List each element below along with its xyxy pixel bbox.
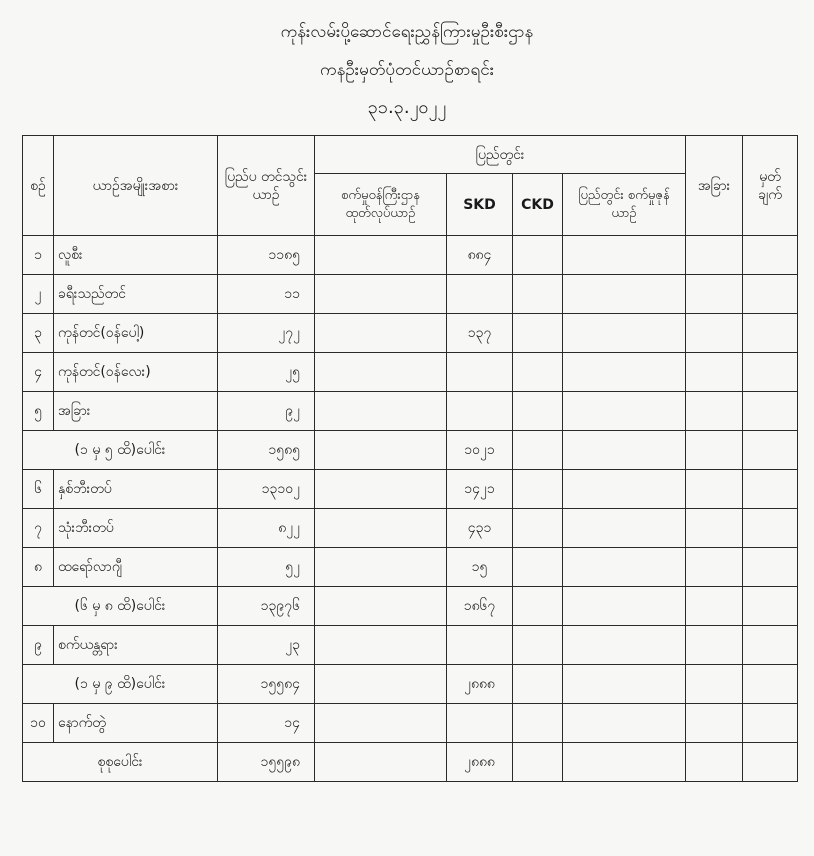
imported-count-cell: ၈၂၂ — [218, 509, 315, 548]
subtotal-label-cell: (၁ မှ ၅ ထိ)ပေါင်း — [23, 431, 218, 470]
remark-cell — [743, 314, 798, 353]
remark-cell — [743, 431, 798, 470]
factory-built-cell — [315, 275, 447, 314]
header-remark: မှတ် ချက် — [743, 136, 798, 236]
remark-cell — [743, 548, 798, 587]
skd-count-cell — [447, 704, 513, 743]
serial-no-cell: ၅ — [23, 392, 54, 431]
other-cell — [686, 626, 743, 665]
other-cell — [686, 743, 743, 782]
skd-count-cell: ၁၅ — [447, 548, 513, 587]
imported-count-cell: ၁၃၁၀၂ — [218, 470, 315, 509]
serial-no-cell: ၂ — [23, 275, 54, 314]
skd-count-cell — [447, 353, 513, 392]
factory-built-cell — [315, 509, 447, 548]
skd-count-cell: ၁၄၂၁ — [447, 470, 513, 509]
skd-count-cell: ၁၃၇ — [447, 314, 513, 353]
subtotal-label-cell: (၁ မှ ၉ ထိ)ပေါင်း — [23, 665, 218, 704]
table-body — [23, 236, 798, 782]
domestic-zone-cell — [563, 236, 686, 275]
other-cell — [686, 236, 743, 275]
ckd-cell — [513, 236, 563, 275]
header-ckd: CKD — [513, 174, 563, 236]
header-vehicle-type: ယာဉ်အမျိုးအစား — [54, 136, 218, 236]
document-header — [0, 20, 814, 134]
remark-cell — [743, 392, 798, 431]
header-factory-built: စက်မှုဝန်ကြီးဌာန ထုတ်လုပ်ယာဉ် — [315, 174, 447, 236]
header-domestic: ပြည်တွင်း — [315, 136, 686, 174]
factory-built-cell — [315, 548, 447, 587]
subtotal-label-cell: စုစုပေါင်း — [23, 743, 218, 782]
vehicle-type-cell: လူစီး — [54, 236, 218, 275]
subtotal-label-cell: (၆ မှ ၈ ထိ)ပေါင်း — [23, 587, 218, 626]
ckd-cell — [513, 431, 563, 470]
ckd-cell — [513, 743, 563, 782]
domestic-zone-cell — [563, 743, 686, 782]
other-cell — [686, 314, 743, 353]
ckd-cell — [513, 470, 563, 509]
other-cell — [686, 353, 743, 392]
domestic-zone-cell — [563, 587, 686, 626]
serial-no-cell: ၇ — [23, 509, 54, 548]
table-row — [23, 392, 798, 431]
grand-total-row — [23, 743, 798, 782]
ckd-cell — [513, 548, 563, 587]
other-cell — [686, 392, 743, 431]
list-title: ကနဦးမှတ်ပုံတင်ယာဉ်စာရင်း — [319, 60, 495, 80]
remark-cell — [743, 626, 798, 665]
serial-no-cell: ၉ — [23, 626, 54, 665]
header-skd: SKD — [447, 174, 513, 236]
imported-count-cell: ၁၅၅၈၄ — [218, 665, 315, 704]
table-row — [23, 275, 798, 314]
imported-count-cell: ၉၂ — [218, 392, 315, 431]
vehicle-type-cell: ထရော်လာဂျီ — [54, 548, 218, 587]
imported-count-cell: ၁၃၉၇၆ — [218, 587, 315, 626]
ckd-cell — [513, 587, 563, 626]
report-date: ၃၁.၃.၂၀၂၂ — [367, 97, 447, 118]
domestic-zone-cell — [563, 275, 686, 314]
remark-cell — [743, 704, 798, 743]
serial-no-cell: ၈ — [23, 548, 54, 587]
ckd-cell — [513, 665, 563, 704]
ckd-cell — [513, 353, 563, 392]
table-row — [23, 470, 798, 509]
imported-count-cell: ၁၅၅၉၈ — [218, 743, 315, 782]
factory-built-cell — [315, 665, 447, 704]
factory-built-cell — [315, 587, 447, 626]
skd-count-cell — [447, 626, 513, 665]
skd-count-cell: ၁၀၂၁ — [447, 431, 513, 470]
serial-no-cell: ၆ — [23, 470, 54, 509]
imported-count-cell: ၁၁ — [218, 275, 315, 314]
vehicle-type-cell: ကုန်တင်(ဝန်ပေါ့) — [54, 314, 218, 353]
domestic-zone-cell — [563, 665, 686, 704]
remark-cell — [743, 665, 798, 704]
header-imported: ပြည်ပ တင်သွင်းယာဉ် — [218, 136, 315, 236]
domestic-zone-cell — [563, 431, 686, 470]
imported-count-cell: ၂၅ — [218, 353, 315, 392]
vehicle-type-cell: နှစ်ဘီးတပ် — [54, 470, 218, 509]
subtotal-row — [23, 431, 798, 470]
serial-no-cell: ၄ — [23, 353, 54, 392]
other-cell — [686, 470, 743, 509]
department-title: ကုန်းလမ်းပို့ဆောင်ရေးညွှန်ကြားမှုဦးစီးဌာန — [280, 22, 534, 42]
table-row — [23, 548, 798, 587]
table-row — [23, 236, 798, 275]
factory-built-cell — [315, 314, 447, 353]
factory-built-cell — [315, 431, 447, 470]
table-row — [23, 353, 798, 392]
serial-no-cell: ၁ — [23, 236, 54, 275]
other-cell — [686, 587, 743, 626]
factory-built-cell — [315, 392, 447, 431]
imported-count-cell: ၅၂ — [218, 548, 315, 587]
serial-no-cell: ၃ — [23, 314, 54, 353]
vehicle-type-cell: သုံးဘီးတပ် — [54, 509, 218, 548]
ckd-cell — [513, 275, 563, 314]
imported-count-cell: ၂၃ — [218, 626, 315, 665]
table-row — [23, 314, 798, 353]
other-cell — [686, 275, 743, 314]
serial-no-cell: ၁၀ — [23, 704, 54, 743]
ckd-cell — [513, 314, 563, 353]
vehicle-type-cell: စက်ယန္တရား — [54, 626, 218, 665]
subtotal-row — [23, 587, 798, 626]
imported-count-cell: ၁၅၈၅ — [218, 431, 315, 470]
domestic-zone-cell — [563, 548, 686, 587]
ckd-cell — [513, 626, 563, 665]
other-cell — [686, 704, 743, 743]
remark-cell — [743, 236, 798, 275]
vehicle-type-cell: ကုန်တင်(ဝန်လေး) — [54, 353, 218, 392]
header-serial-no: စဉ် — [23, 136, 54, 236]
factory-built-cell — [315, 353, 447, 392]
skd-count-cell: ၁၈၆၇ — [447, 587, 513, 626]
skd-count-cell: ၄၃၁ — [447, 509, 513, 548]
skd-count-cell: ၈၈၄ — [447, 236, 513, 275]
other-cell — [686, 665, 743, 704]
factory-built-cell — [315, 236, 447, 275]
factory-built-cell — [315, 470, 447, 509]
domestic-zone-cell — [563, 314, 686, 353]
skd-count-cell: ၂၈၈၈ — [447, 743, 513, 782]
other-cell — [686, 548, 743, 587]
remark-cell — [743, 743, 798, 782]
domestic-zone-cell — [563, 392, 686, 431]
factory-built-cell — [315, 626, 447, 665]
domestic-zone-cell — [563, 353, 686, 392]
domestic-zone-cell — [563, 470, 686, 509]
domestic-zone-cell — [563, 704, 686, 743]
table-row — [23, 704, 798, 743]
vehicle-registration-table — [22, 135, 798, 782]
vehicle-type-cell: အခြား — [54, 392, 218, 431]
ckd-cell — [513, 509, 563, 548]
factory-built-cell — [315, 743, 447, 782]
domestic-zone-cell — [563, 509, 686, 548]
remark-cell — [743, 353, 798, 392]
other-cell — [686, 431, 743, 470]
imported-count-cell: ၁၁၈၅ — [218, 236, 315, 275]
remark-cell — [743, 275, 798, 314]
skd-count-cell — [447, 275, 513, 314]
ckd-cell — [513, 704, 563, 743]
skd-count-cell — [447, 392, 513, 431]
remark-cell — [743, 587, 798, 626]
vehicle-type-cell: ခရီးသည်တင် — [54, 275, 218, 314]
header-other: အခြား — [686, 136, 743, 236]
ckd-cell — [513, 392, 563, 431]
remark-cell — [743, 470, 798, 509]
imported-count-cell: ၂၇၂ — [218, 314, 315, 353]
remark-cell — [743, 509, 798, 548]
table-row — [23, 509, 798, 548]
skd-count-cell: ၂၈၈၈ — [447, 665, 513, 704]
imported-count-cell: ၁၄ — [218, 704, 315, 743]
factory-built-cell — [315, 704, 447, 743]
domestic-zone-cell — [563, 626, 686, 665]
vehicle-type-cell: နောက်တွဲ — [54, 704, 218, 743]
other-cell — [686, 509, 743, 548]
table-row — [23, 626, 798, 665]
subtotal-row — [23, 665, 798, 704]
header-domestic-industrial-zone: ပြည်တွင်း စက်မှုဇုန်ယာဉ် — [563, 174, 686, 236]
